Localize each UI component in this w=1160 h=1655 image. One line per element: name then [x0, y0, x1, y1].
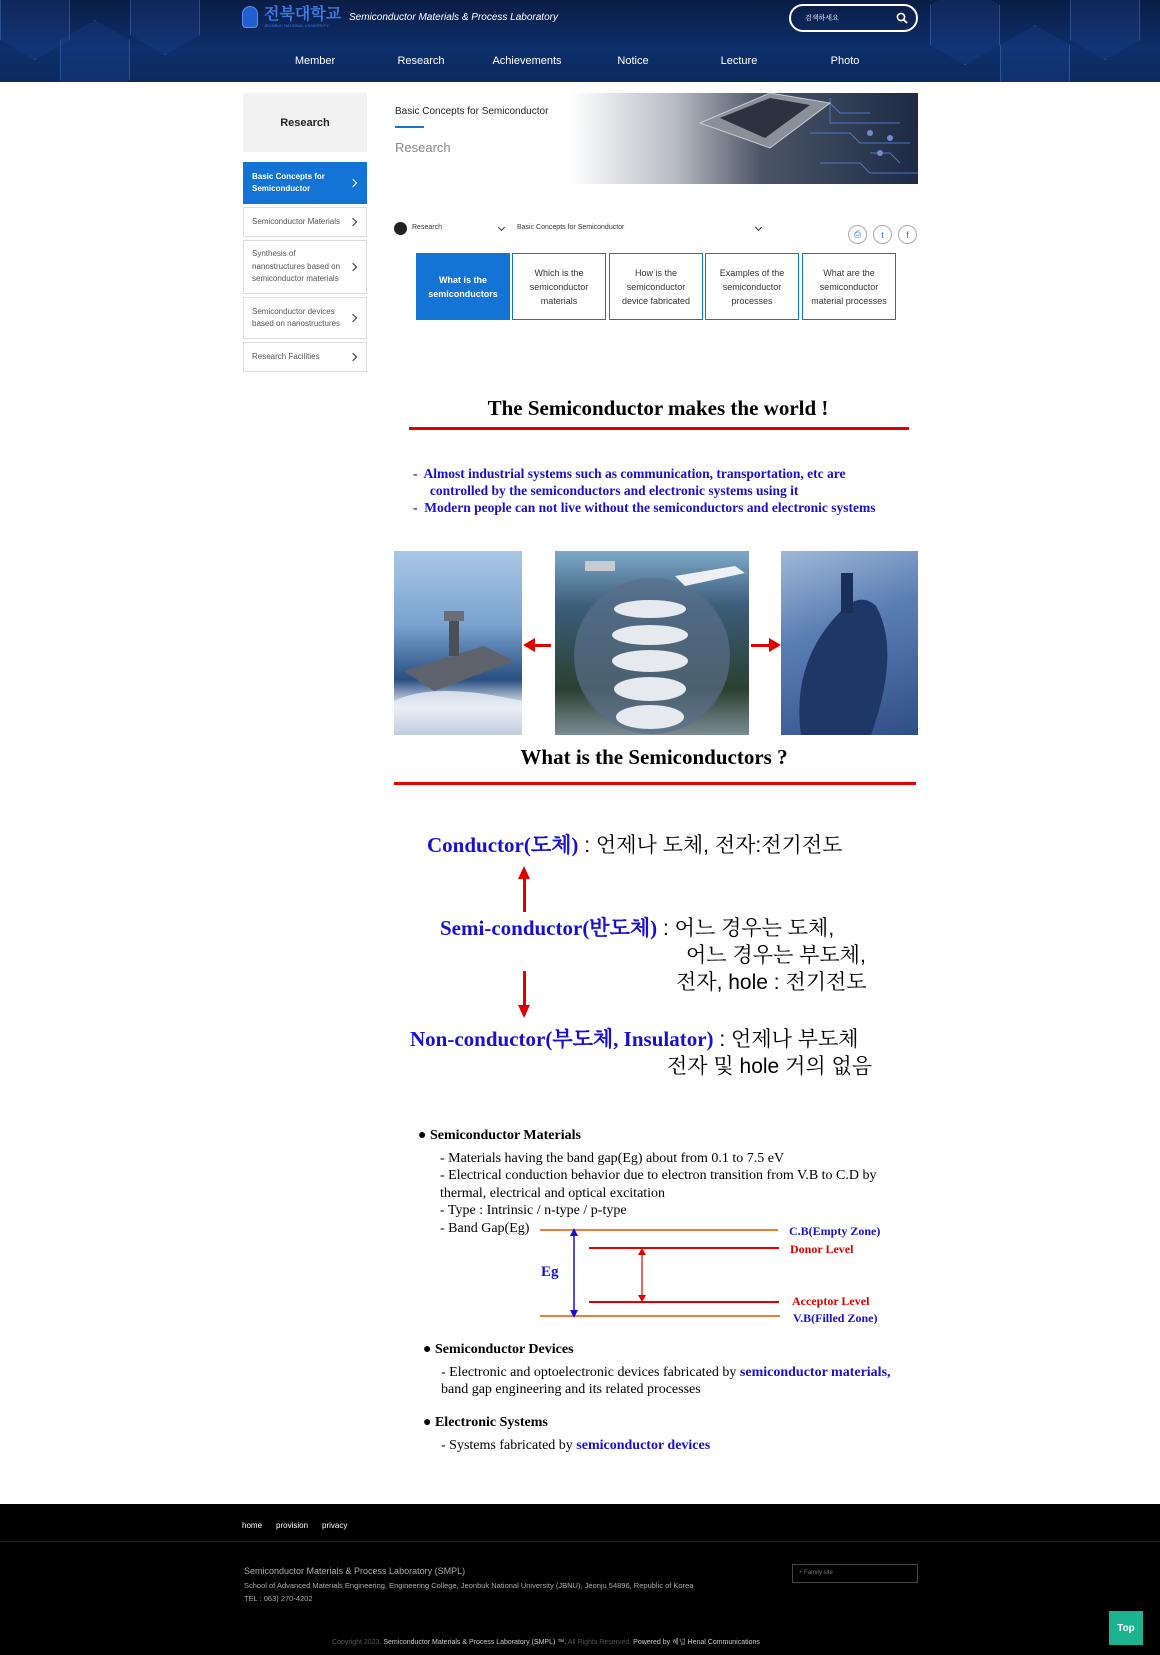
- chevron-right-icon: [349, 179, 357, 187]
- chevron-right-icon: [349, 218, 357, 226]
- nav-member[interactable]: Member: [294, 55, 336, 67]
- search-icon[interactable]: [896, 12, 908, 24]
- red-arrow-up: [523, 878, 526, 912]
- chevron-down-icon[interactable]: [755, 224, 762, 231]
- wafer-graphic: [555, 551, 749, 735]
- nav-lecture[interactable]: Lecture: [720, 55, 758, 67]
- devices-text: - Electronic and optoelectronic devices fabricated by: [441, 1365, 740, 1380]
- hex-decoration: [60, 20, 130, 82]
- copyright: [332, 1637, 760, 1647]
- banner-chip-image: [570, 93, 918, 184]
- submarine-graphic: [781, 551, 918, 735]
- systems-head-text: Electronic Systems: [434, 1415, 548, 1430]
- hex-decoration: [1070, 0, 1140, 60]
- copyright-lab: Semiconductor Materials & Process Laboratory (SMPL) ™.: [383, 1639, 567, 1646]
- breadcrumb-level1[interactable]: Research: [412, 224, 442, 231]
- hex-decoration: [1000, 25, 1070, 82]
- tab-which-materials[interactable]: Which is the semiconductor materials: [512, 253, 606, 320]
- home-icon[interactable]: [394, 222, 407, 235]
- logo-subtext: JEONBUK NATIONAL UNIVERSITY: [264, 22, 329, 28]
- hex-decoration: [930, 0, 1000, 65]
- materials-head-text: Semiconductor Materials: [429, 1128, 581, 1143]
- sidebar-item-label: Semiconductor devices based on nanostructures: [252, 306, 341, 328]
- copyright-mid: All Rights Reserved.: [566, 1639, 634, 1646]
- conductor-term: Conductor(도체): [427, 833, 579, 857]
- semiconductor-line: [440, 912, 834, 942]
- world-title: The Semiconductor makes the world !: [487, 396, 829, 420]
- sidebar-item-facilities[interactable]: [243, 342, 367, 372]
- materials-heading: ● Semiconductor Materials: [418, 1128, 581, 1143]
- eg-label: Eg: [541, 1264, 559, 1280]
- footer-lab-name: Semiconductor Materials & Process Laboratory (SMPL): [244, 1566, 466, 1576]
- materials-line: - Electrical conduction behavior due to electron transition from V.B to C.D by: [440, 1168, 877, 1183]
- systems-link: semiconductor devices: [576, 1438, 711, 1453]
- arrowhead-down: [518, 1005, 530, 1018]
- sidebar-item-label: Synthesis of nanostructures based on semiconductor materials: [252, 249, 341, 284]
- print-icon[interactable]: ⎙: [848, 225, 867, 244]
- conductor-line: [427, 829, 842, 859]
- facebook-icon[interactable]: f: [898, 225, 917, 244]
- semi-desc-line3: 전자, hole : 전기전도: [676, 971, 867, 994]
- conductor-desc: : 언제나 도체, 전자:전기전도: [578, 834, 843, 857]
- band-gap-arrows: [560, 1228, 650, 1318]
- tab-what-is[interactable]: What is the semiconductors: [416, 253, 510, 320]
- breadcrumb-level2[interactable]: Basic Concepts for Semiconductor: [517, 224, 625, 231]
- title-underline: [395, 126, 424, 128]
- semi-desc-line2: 어느 경우는 부도체,: [686, 944, 866, 967]
- sidebar-item-label: Basic Concepts for Semiconductor: [252, 171, 325, 193]
- materials-line: - Type : Intrinsic / n-type / p-type: [440, 1203, 627, 1218]
- ship-graphic: [394, 551, 522, 735]
- red-divider: [394, 782, 916, 785]
- university-logo[interactable]: [242, 6, 341, 28]
- site-footer: [0, 1504, 1160, 1655]
- arrowhead-left: [523, 638, 535, 652]
- copyright-powered: Powered by 헤널 Henal Communications: [633, 1639, 760, 1646]
- main-nav: [262, 44, 898, 82]
- hex-decoration: [0, 0, 70, 60]
- nav-achievements[interactable]: Achievements: [492, 55, 562, 67]
- non-desc-line2: 전자 및 hole 거의 없음: [667, 1055, 873, 1078]
- sidebar-item-synthesis[interactable]: [243, 240, 367, 294]
- footer-link-privacy[interactable]: privacy: [322, 1521, 348, 1530]
- devices-link: semiconductor materials,: [739, 1365, 891, 1380]
- circuit-board-graphic: [570, 93, 918, 184]
- search-input[interactable]: [789, 4, 918, 32]
- non-term: Non-conductor(부도체, Insulator): [410, 1027, 714, 1051]
- materials-line: thermal, electrical and optical excitation: [440, 1186, 666, 1201]
- family-site-select[interactable]: + Family site: [792, 1564, 918, 1583]
- emblem-icon: [242, 6, 258, 28]
- chevron-down-icon[interactable]: [498, 224, 505, 231]
- sidebar-item-label: Research Facilities: [252, 351, 320, 361]
- hex-decoration: [130, 0, 200, 55]
- aircraft-carrier-photo: [394, 551, 522, 735]
- cb-label: C.B(Empty Zone): [789, 1224, 881, 1238]
- arrowhead-right: [769, 638, 781, 652]
- chevron-right-icon: [349, 353, 357, 361]
- devices-line: [441, 1365, 891, 1381]
- scroll-top-button[interactable]: Top: [1109, 1611, 1143, 1645]
- devices-line2: band gap engineering and its related processes: [441, 1382, 701, 1397]
- red-divider: [409, 427, 909, 430]
- sidebar-item-materials[interactable]: [243, 207, 367, 237]
- devices-head-text: Semiconductor Devices: [434, 1342, 574, 1357]
- page-subtitle: Research: [395, 140, 451, 155]
- footer-link-home[interactable]: home: [242, 1521, 263, 1530]
- sidebar-item-devices[interactable]: [243, 297, 367, 339]
- red-arrow-right: [751, 644, 769, 647]
- materials-line: - Materials having the band gap(Eg) about from 0.1 to 7.5 eV: [440, 1151, 785, 1166]
- world-bullets: - Almost industrial systems such as communication, transportation, etc are controlled by the semiconductors and electronic systems using it - Modern people can not live without the semiconductors and electronic systems: [413, 466, 876, 515]
- lab-name[interactable]: Semiconductor Materials & Process Laboratory: [349, 12, 558, 23]
- acceptor-label: Acceptor Level: [792, 1294, 870, 1308]
- wafer-collage-photo: [555, 551, 749, 735]
- twitter-icon[interactable]: t: [873, 225, 892, 244]
- sidebar-item-label: Semiconductor Materials: [252, 216, 341, 226]
- systems-line: [441, 1438, 710, 1454]
- sidebar-title: Research: [243, 93, 367, 152]
- semi-term: Semi-conductor(반도체): [440, 916, 658, 940]
- tab-how-fabricated[interactable]: How is the semiconductor device fabricated: [609, 253, 703, 320]
- copyright-pre: Copyright 2023.: [332, 1639, 384, 1646]
- submarine-photo: [781, 551, 918, 735]
- what-title: What is the Semiconductors ?: [520, 745, 788, 769]
- footer-link-provision[interactable]: provision: [276, 1521, 309, 1530]
- tab-examples[interactable]: Examples of the semiconductor processes: [705, 253, 799, 320]
- vb-label: V.B(Filled Zone): [793, 1311, 878, 1325]
- systems-heading: ● Electronic Systems: [423, 1415, 548, 1430]
- chevron-right-icon: [349, 263, 357, 271]
- materials-line: - Band Gap(Eg): [440, 1221, 530, 1236]
- nav-notice[interactable]: Notice: [617, 55, 649, 67]
- footer-address: School of Advanced Materials Engineering, Engineering College, Jeonbuk National University (JBNU), Jeonju 54896, Republic of Korea: [244, 1581, 694, 1590]
- site-header: [0, 0, 1160, 82]
- devices-heading: ● Semiconductor Devices: [423, 1342, 574, 1357]
- donor-label: Donor Level: [790, 1242, 854, 1256]
- footer-links: [242, 1521, 347, 1530]
- non-desc: : 언제나 부도체: [713, 1028, 859, 1051]
- arrowhead-up: [518, 866, 530, 879]
- search-placeholder: 검색하세요: [805, 15, 839, 22]
- footer-tel: TEL : 063) 270-4202: [244, 1594, 313, 1603]
- footer-divider: [0, 1541, 1160, 1542]
- semi-desc: : 어느 경우는 도체,: [657, 917, 835, 940]
- tab-material-processes[interactable]: What are the semiconductor material processes: [802, 253, 896, 320]
- nav-research[interactable]: Research: [397, 55, 445, 67]
- sidebar-item-basic-concepts[interactable]: [243, 162, 367, 204]
- page-title: Basic Concepts for Semiconductor: [395, 106, 549, 117]
- systems-text: - Systems fabricated by: [441, 1438, 577, 1453]
- chevron-right-icon: [349, 314, 357, 322]
- nonconductor-line: [410, 1023, 859, 1053]
- nav-photo[interactable]: Photo: [830, 55, 860, 67]
- red-arrow-left: [533, 644, 551, 647]
- logo-text: 전북대학교: [264, 5, 342, 23]
